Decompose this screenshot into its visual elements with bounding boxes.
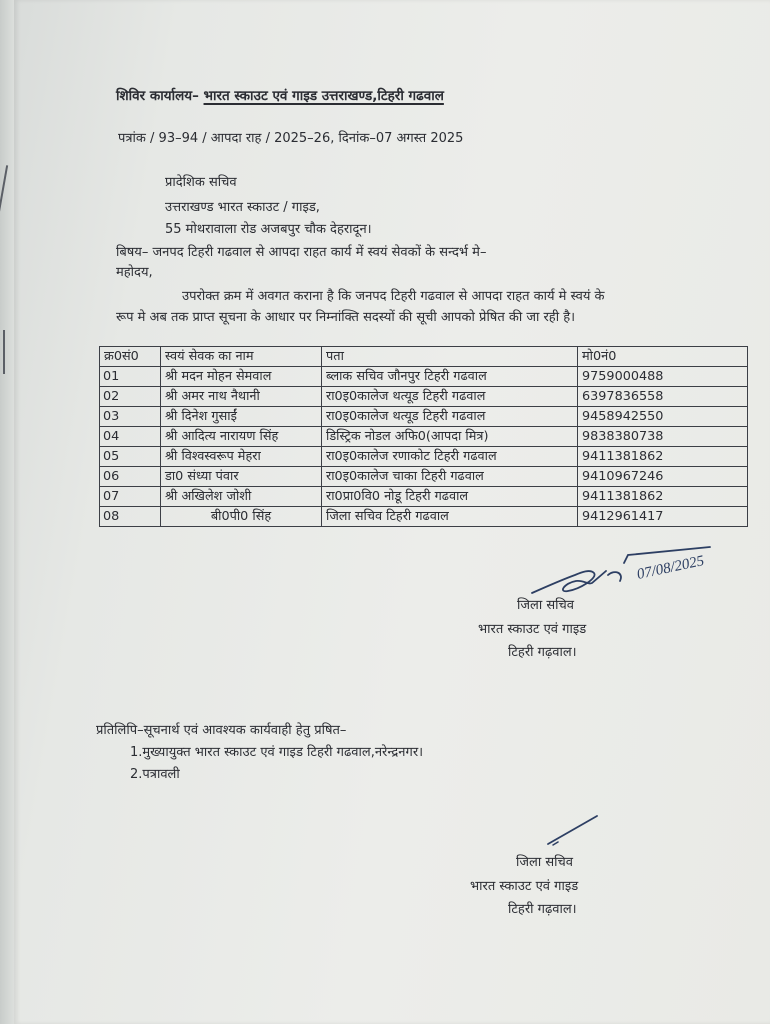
- cell-address: रा0इ0कालेज थत्यूड टिहरी गढवाल: [322, 407, 578, 427]
- copy-title: प्रतिलिपि–सूचनार्थ एवं आवश्यक कार्यवाही हेतु प्रषित–: [96, 723, 347, 738]
- copy-item-1: 1.मुख्यायुक्त भारत स्काउट एवं गाइड टिहरी गढवाल,नरेन्द्रनगर।: [130, 745, 424, 760]
- page-edge: [0, 0, 14, 1024]
- sign2-place: टिहरी गढ़वाल।: [508, 902, 577, 917]
- cell-address: रा0इ0कालेज चाका टिहरी गढवाल: [322, 467, 578, 487]
- cell-mobile: 9411381862: [578, 487, 748, 507]
- header-name: स्वयं सेवक का नाम: [161, 347, 322, 367]
- cell-serial: 02: [100, 387, 161, 407]
- cell-name: श्री मदन मोहन सेमवाल: [161, 367, 322, 387]
- recipient-title: प्रादेशिक सचिव: [165, 175, 237, 190]
- volunteer-table: [99, 346, 748, 527]
- cell-name: श्री विश्वस्वरूप मेहरा: [161, 447, 322, 467]
- header-serial: क्र0सं0: [100, 347, 161, 367]
- table-row: [100, 407, 748, 427]
- table-header-row: [100, 347, 748, 367]
- sign1-designation: जिला सचिव: [517, 598, 574, 613]
- body-line-1: उपरोक्त क्रम में अवगत कराना है कि जनपद टिहरी गढवाल से आपदा राहत कार्य मे स्वयं के: [182, 289, 605, 304]
- header-mobile: मो0नं0: [578, 347, 748, 367]
- body-line-2: रूप मे अब तक प्राप्त सूचना के आधार पर निम्नांक्ति सदस्यों की सूची आपको प्रेषित की जा रही है।: [116, 310, 576, 325]
- table-row: [100, 447, 748, 467]
- sign2-designation: जिला सचिव: [516, 855, 573, 870]
- recipient-address: 55 मोथरावाला रोड अजबपुर चौक देहरादून।: [165, 222, 372, 237]
- cell-mobile: 9759000488: [578, 367, 748, 387]
- cell-serial: 08: [100, 507, 161, 527]
- subject-line: बिषय– जनपद टिहरी गढवाल से आपदा राहत कार्य में स्वयं सेवकों के सन्दर्भ मे–: [116, 245, 487, 260]
- cell-mobile: 9458942550: [578, 407, 748, 427]
- reference-line: पत्रांक / 93–94 / आपदा राह / 2025–26, दिनांक–07 अगस्त 2025: [118, 131, 464, 146]
- table-row: [100, 367, 748, 387]
- office-header: [116, 88, 444, 104]
- cell-serial: 06: [100, 467, 161, 487]
- cell-address: जिला सचिव टिहरी गढवाल: [322, 507, 578, 527]
- handwritten-initial: [545, 812, 605, 852]
- cell-name: श्री दिनेश गुसाईं: [161, 407, 322, 427]
- cell-address: रा0इ0कालेज थत्यूड टिहरी गढवाल: [322, 387, 578, 407]
- cell-serial: 07: [100, 487, 161, 507]
- cell-serial: 01: [100, 367, 161, 387]
- cell-address: ब्लाक सचिव जौनपुर टिहरी गढवाल: [322, 367, 578, 387]
- cell-address: रा0इ0कालेज रणाकोट टिहरी गढवाल: [322, 447, 578, 467]
- cell-name: डा0 संध्या पंवार: [161, 467, 322, 487]
- office-name: भारत स्काउट एवं गाइड उत्तराखण्ड,टिहरी गढवाल: [203, 88, 444, 104]
- sign1-org: भारत स्काउट एवं गाइड: [478, 622, 587, 637]
- cell-name: बी0पी0 सिंह: [161, 507, 322, 527]
- cell-name: श्री अमर नाथ नैथानी: [161, 387, 322, 407]
- cell-mobile: 6397836558: [578, 387, 748, 407]
- cell-address: डिस्ट्रिक नोडल अफि0(आपदा मित्र): [322, 427, 578, 447]
- margin-mark: [3, 330, 5, 374]
- cell-serial: 04: [100, 427, 161, 447]
- table-row: [100, 487, 748, 507]
- header-address: पता: [322, 347, 578, 367]
- salutation: महोदय,: [116, 265, 153, 280]
- cell-mobile: 9838380738: [578, 427, 748, 447]
- table-row: [100, 467, 748, 487]
- cell-name: श्री आदित्य नारायण सिंह: [161, 427, 322, 447]
- cell-mobile: 9410967246: [578, 467, 748, 487]
- recipient-org: उत्तराखण्ड भारत स्काउट / गाइड,: [165, 200, 320, 215]
- cell-mobile: 9411381862: [578, 447, 748, 467]
- cell-serial: 05: [100, 447, 161, 467]
- table-row: [100, 427, 748, 447]
- cell-address: रा0प्रा0वि0 नोडू टिहरी गढवाल: [322, 487, 578, 507]
- table-row: [100, 387, 748, 407]
- cell-mobile: 9412961417: [578, 507, 748, 527]
- signature-date: 07/08/2025: [635, 553, 706, 583]
- table-row: [100, 507, 748, 527]
- copy-item-2: 2.पत्रावली: [130, 767, 180, 782]
- cell-name: श्री अखिलेश जोशी: [161, 487, 322, 507]
- office-prefix: शिविर कार्यालय–: [116, 88, 199, 104]
- sign1-place: टिहरी गढ़वाल।: [508, 645, 577, 660]
- cell-serial: 03: [100, 407, 161, 427]
- sign2-org: भारत स्काउट एवं गाइड: [470, 879, 579, 894]
